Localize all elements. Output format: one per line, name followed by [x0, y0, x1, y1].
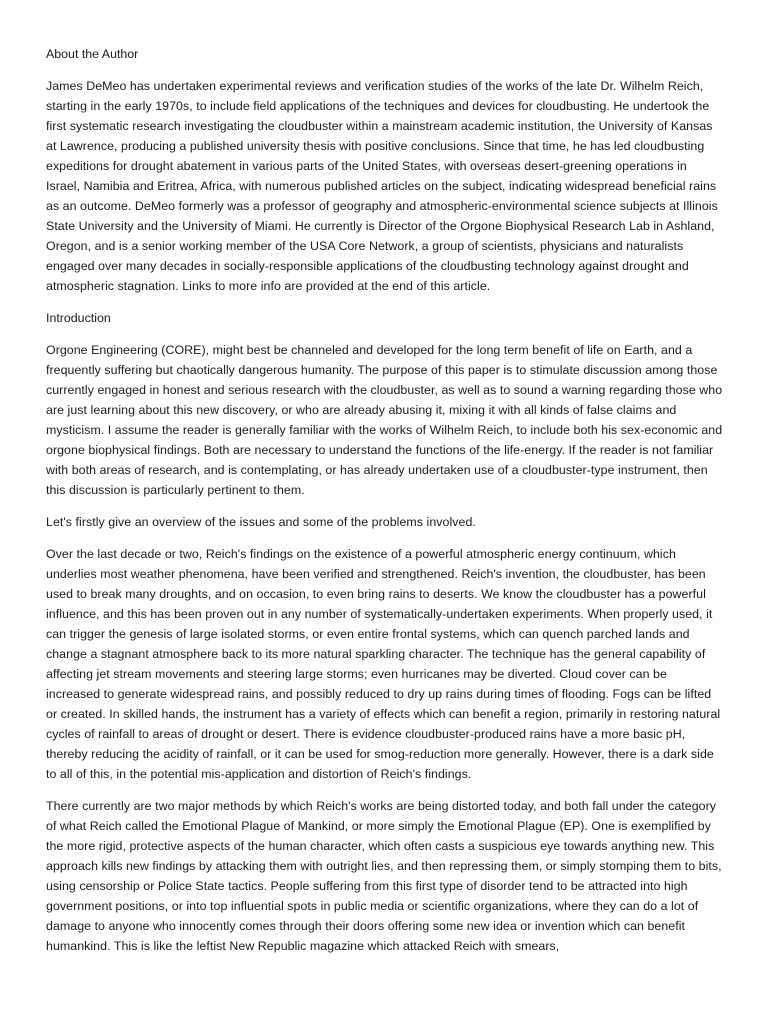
paragraph-about-author: James DeMeo has undertaken experimental reviews and verification studies of the works of the late Dr. Wilhelm Reich, starting in the early 1970s, to include field applications of the techniques and devices for cloudbusting. He undertook the first systematic research investigating the cloudbuster within a mainstream academic institution, the University of Kansas at Lawrence, producing a published university thesis with positive conclusions. Since that time, he has led cloudbusting expeditions for drought abatement in various parts of the United States, with overseas desert-greening operations in Israel, Namibia and Eritrea, Africa, with numerous published articles on the subject, indicating widespread beneficial rains as an outcome. DeMeo formerly was a professor of geography and atmospheric-environmental science subjects at Illinois State University and the University of Miami. He currently is Director of the Orgone Biophysical Research Lab in Ashland, Oregon, and is a senior working member of the USA Core Network, a group of scientists, physicians and naturalists engaged over many decades in socially-responsible applications of the cloudbusting technology against drought and atmospheric stagnation. Links to more info are provided at the end of this article. — [46, 79, 718, 293]
paragraph-intro-3: Over the last decade or two, Reich's findings on the existence of a powerful atmospheric energy continuum, which underlies most weather phenomena, have been verified and strengthened. Reich's invention, the cloudbuster, has been used to break many droughts, and on occasion, to even bring rains to deserts. We know the cloudbuster has a powerful influence, and this has been proven out in any number of systematically-undertaken experiments. When properly used, it can trigger the genesis of large isolated storms, or even entire frontal systems, which can quench parched lands and change a stagnant atmosphere back to its more natural sparkling character. The technique has the general capability of affecting jet stream movements and steering large storms; even hurricanes may be diverted. Cloud cover can be increased to generate widespread rains, and possibly reduced to dry up rains during times of flooding. Fogs can be lifted or created. In skilled hands, the instrument has a variety of effects which can benefit a region, primarily in restoring natural cycles of rainfall to areas of drought or desert. There is evidence cloudbuster-produced rains have a more basic pH, thereby reducing the acidity of rainfall, or it can be used for smog-reduction more generally. However, there is a dark side to all of this, in the potential mis-application and distortion of Reich's findings. — [46, 547, 721, 781]
section-heading-introduction: Introduction — [46, 311, 111, 325]
paragraph-intro-4: There currently are two major methods by which Reich's works are being distorted today, and both fall under the category of what Reich called the Emotional Plague of Mankind, or more simply the Emotional Plague (EP). One is exemplified by the more rigid, protective aspects of the human character, which often casts a suspicious eye towards anything new. This approach kills new findings by attacking them with outright lies, and then repressing them, or simply stomping them to bits, using censorship or Police State tactics. People suffering from this first type of disorder tend to be attracted into high government positions, or into top influential spots in public media or scientific organizations, where they can do a lot of damage to anyone who innocently comes through their doors offering some new idea or invention which can benefit humankind. This is like the leftist New Republic magazine which attacked Reich with smears, — [46, 799, 722, 953]
paragraph-intro-2: Let's firstly give an overview of the issues and some of the problems involved. — [46, 515, 476, 529]
paragraph-intro-1: Orgone Engineering (CORE), might best be channeled and developed for the long term benefit of life on Earth, and a frequently suffering but chaotically dangerous humanity. The purpose of this paper is to stimulate discussion among those currently engaged in honest and serious research with the cloudbuster, as well as to sound a warning regarding those who are just learning about this new discovery, or who are already abusing it, mixing it with all kinds of false claims and mysticism. I assume the reader is generally familiar with the works of Wilhelm Reich, to include both his sex-economic and orgone biophysical findings. Both are necessary to understand the functions of the life-energy. If the reader is not familiar with both areas of research, and is contemplating, or has already undertaken use of a cloudbuster-type instrument, then this discussion is particularly pertinent to them. — [46, 343, 723, 497]
document-page — [46, 44, 724, 968]
section-heading-about-author: About the Author — [46, 47, 139, 61]
